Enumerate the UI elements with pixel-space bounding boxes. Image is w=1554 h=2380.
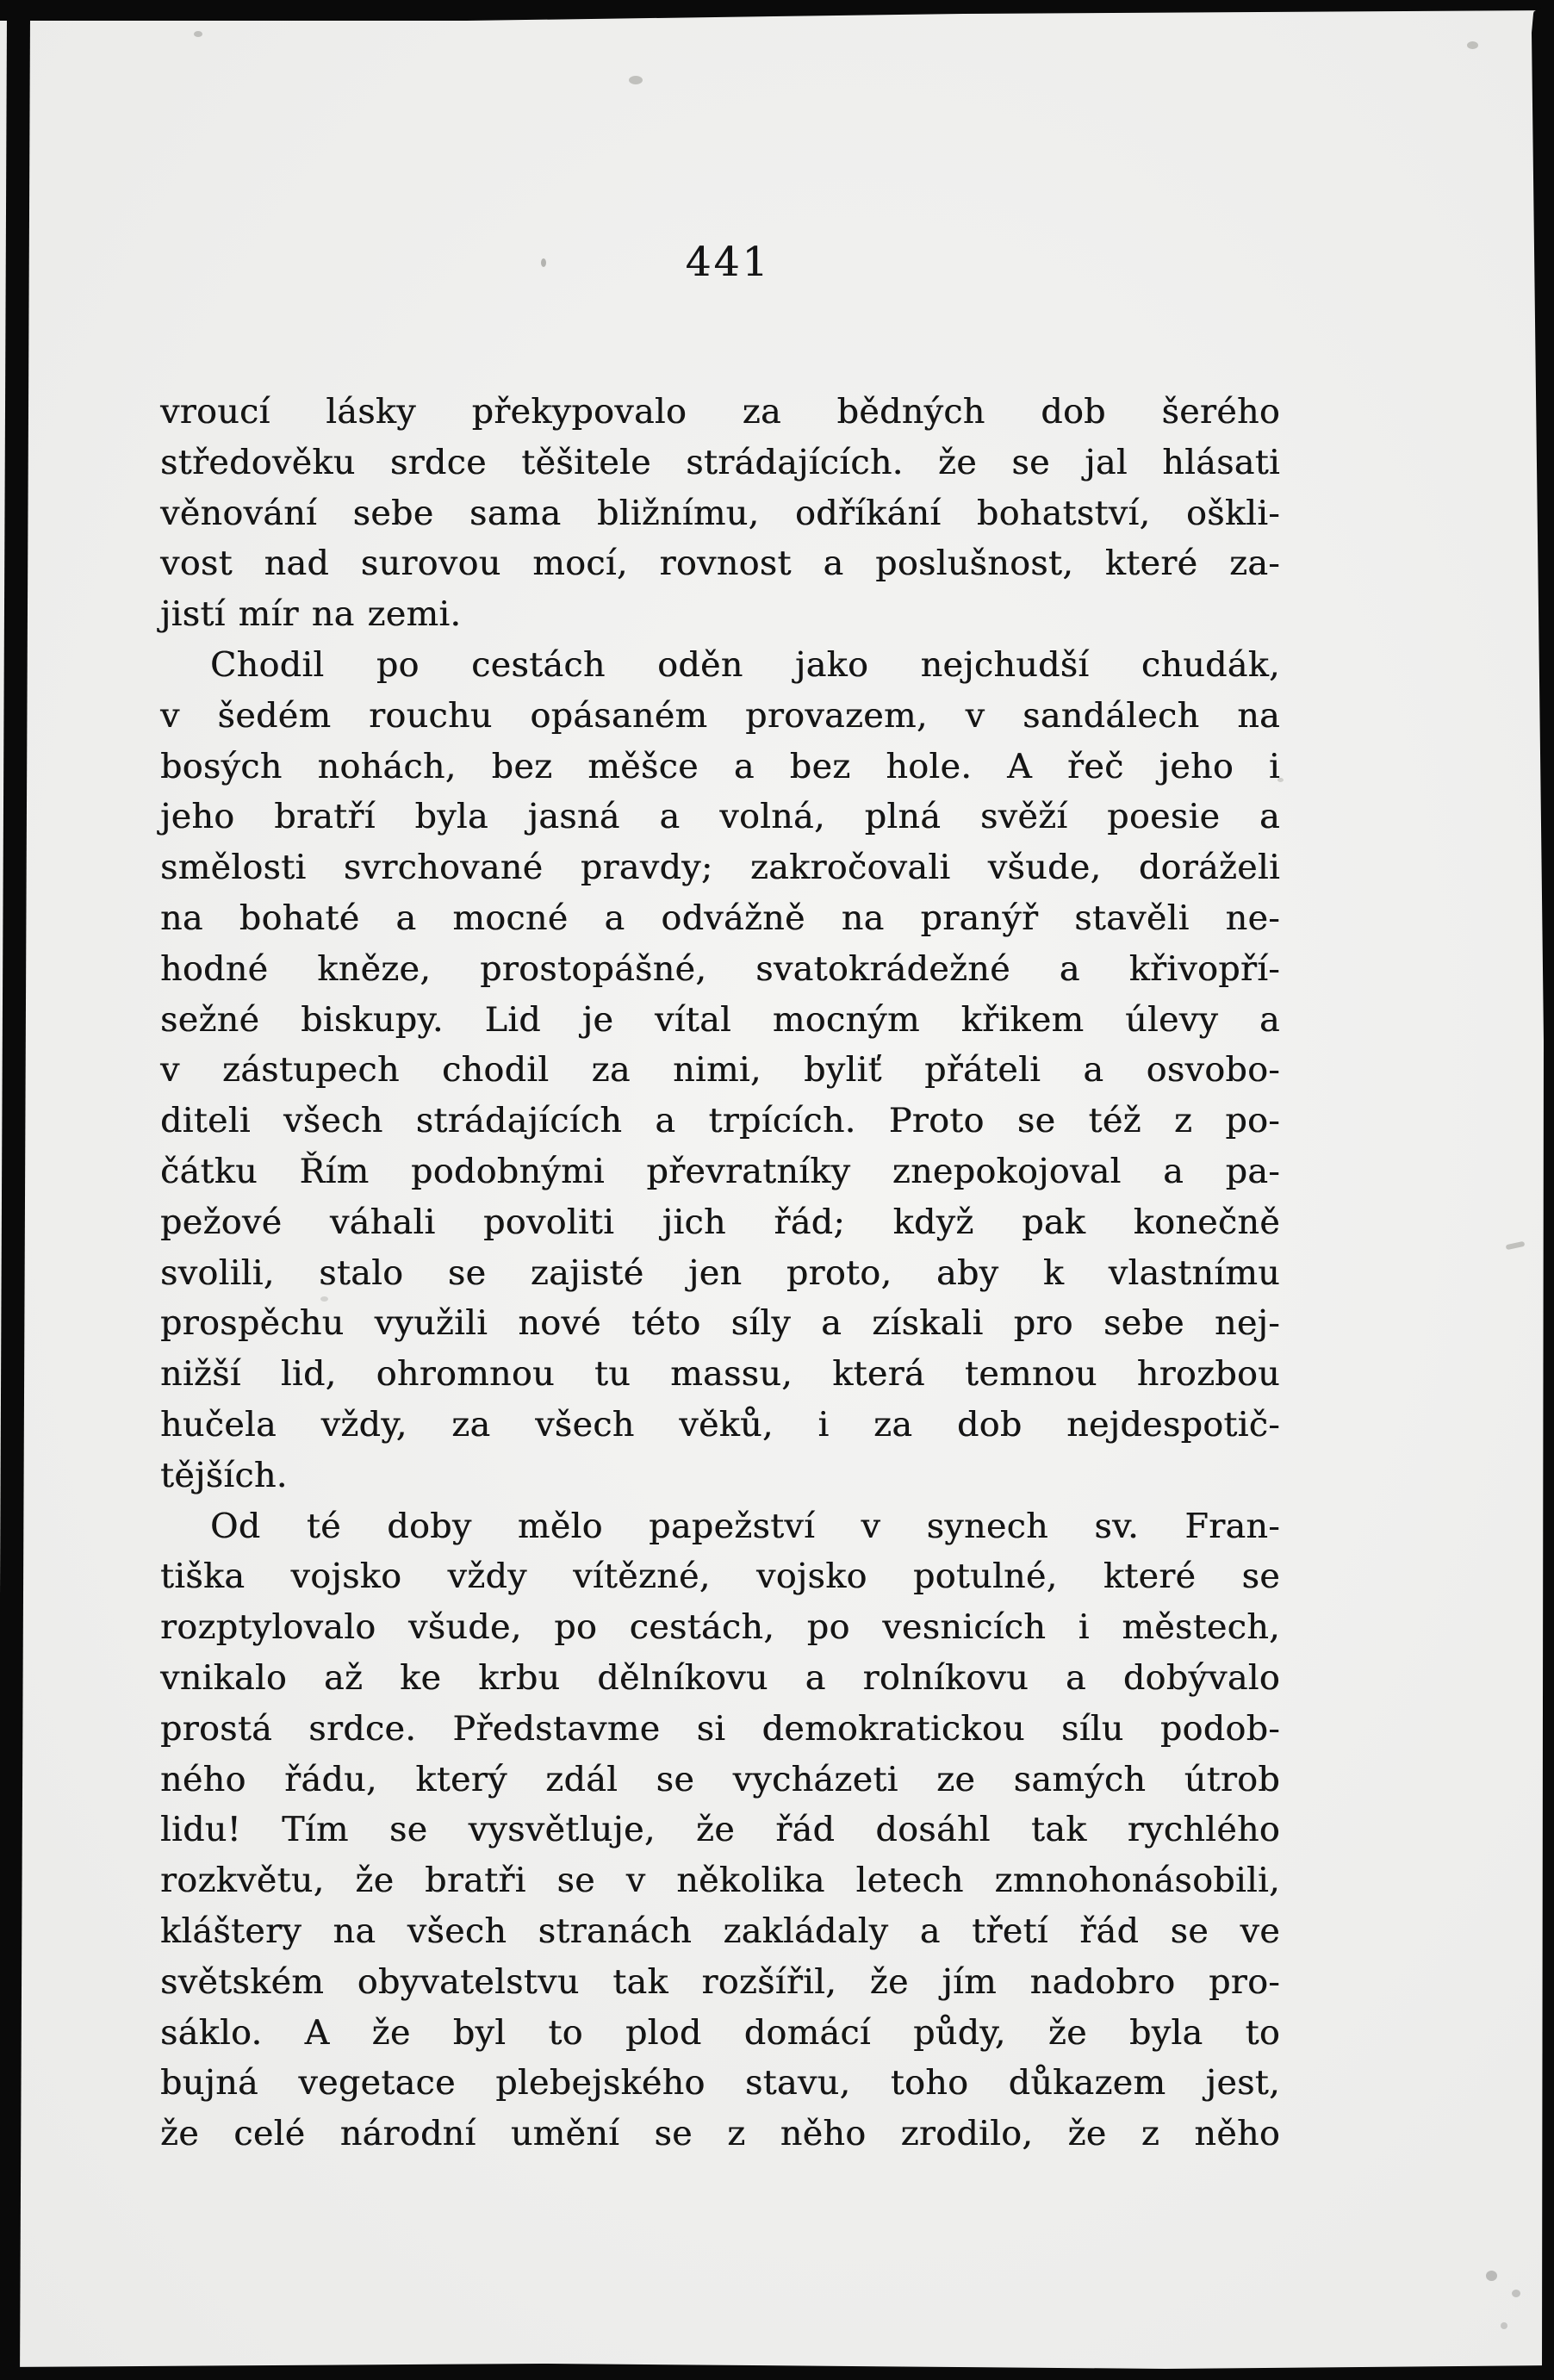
text-line: nižší lid, ohromnou tu massu, která temnou hrozbou bbox=[160, 1354, 1280, 1395]
text-line: smělosti svrchované pravdy; zakročovali všude, doráželi bbox=[160, 848, 1280, 888]
scan-speck bbox=[1486, 2271, 1497, 2281]
text-line: Chodil po cestách oděn jako nejchudší chudák, bbox=[210, 644, 1280, 685]
text-line: středověku srdce těšitele strádajících. že se jal hlásati bbox=[160, 442, 1280, 482]
text-line: na bohaté a mocné a odvážně na pranýř stavěli ne- bbox=[160, 898, 1280, 938]
text-line: vost nad surovou mocí, rovnost a poslušnost, které za- bbox=[160, 544, 1280, 584]
text-line: čátku Řím podobnými převratníky znepokojoval a pa- bbox=[160, 1151, 1280, 1191]
text-line: pežové váhali povoliti jich řád; když pak konečně bbox=[160, 1202, 1280, 1242]
text-line: věnování sebe sama bližnímu, odříkání bohatství, oškli- bbox=[160, 493, 1280, 533]
scan-speck bbox=[1512, 2290, 1520, 2297]
text-line: prostá srdce. Představme si demokratickou sílu podob- bbox=[160, 1708, 1280, 1749]
text-line: Od té doby mělo papežství v synech sv. Fran- bbox=[210, 1506, 1280, 1546]
text-line: bosých nohách, bez měšce a bez hole. A řeč jeho i bbox=[160, 746, 1280, 786]
text-line: rozptylovalo všude, po cestách, po vesnicích i městech, bbox=[160, 1607, 1280, 1648]
text-line: sežné biskupy. Lid je vítal mocným křikem úlevy a bbox=[160, 999, 1280, 1040]
page-number: 441 bbox=[685, 239, 771, 286]
text-line: lidu! Tím se vysvětluje, že řád dosáhl tak rychlého bbox=[160, 1810, 1280, 1850]
text-line: jeho bratří byla jasná a volná, plná svěží poesie a bbox=[160, 797, 1280, 837]
scan-border-bottom bbox=[0, 2364, 1554, 2380]
text-line: v zástupech chodil za nimi, byliť přáteli a osvobo- bbox=[160, 1050, 1280, 1091]
scan-speck bbox=[1501, 2322, 1507, 2329]
text-line: tějších. bbox=[160, 1455, 288, 1495]
text-line: rozkvětu, že bratři se v několika letech zmnohonásobili, bbox=[160, 1861, 1280, 1901]
text-line: kláštery na všech stranách zakládaly a třetí řád se ve bbox=[160, 1911, 1280, 1951]
scan-speck bbox=[1467, 41, 1478, 49]
text-line: svolili, stalo se zajisté jen proto, aby k vlastnímu bbox=[160, 1252, 1280, 1293]
text-line: sáklo. A že byl to plod domácí půdy, že byla to bbox=[160, 2012, 1280, 2053]
text-line: bujná vegetace plebejského stavu, toho důkazem jest, bbox=[160, 2063, 1280, 2103]
text-line: prospěchu využili nové této síly a získali pro sebe nej- bbox=[160, 1303, 1280, 1344]
scan-speck bbox=[629, 76, 643, 84]
text-lines bbox=[160, 392, 1280, 2165]
scan-speck bbox=[194, 31, 202, 37]
text-line: světském obyvatelstvu tak rozšířil, že jím nadobro pro- bbox=[160, 1961, 1280, 2002]
text-line: vnikalo až ke krbu dělníkovu a rolníkovu a dobývalo bbox=[160, 1657, 1280, 1698]
text-line: tiška vojsko vždy vítězné, vojsko potulné, které se bbox=[160, 1557, 1280, 1597]
body-text bbox=[160, 392, 1280, 2165]
text-line: že celé národní umění se z něho zrodilo, že z něho bbox=[160, 2114, 1280, 2154]
scan-border-left bbox=[0, 16, 30, 2369]
text-line: hodné kněze, prostopášné, svatokrádežné a křivopří- bbox=[160, 948, 1280, 989]
text-line: diteli všech strádajících a trpících. Proto se též z po- bbox=[160, 1101, 1280, 1141]
scan-border-top bbox=[0, 0, 1554, 21]
scan-speck bbox=[1506, 1241, 1526, 1250]
scan-border-right bbox=[1523, 7, 1554, 2376]
text-line: ného řádu, který zdál se vycházeti ze samých útrob bbox=[160, 1759, 1280, 1799]
text-line: vroucí lásky překypovalo za bědných dob šerého bbox=[160, 392, 1280, 432]
text-line: hučela vždy, za všech věků, i za dob nejdespotič- bbox=[160, 1404, 1280, 1445]
text-line: jistí mír na zemi. bbox=[160, 594, 462, 635]
text-line: v šedém rouchu opásaném provazem, v sandálech na bbox=[160, 695, 1280, 736]
